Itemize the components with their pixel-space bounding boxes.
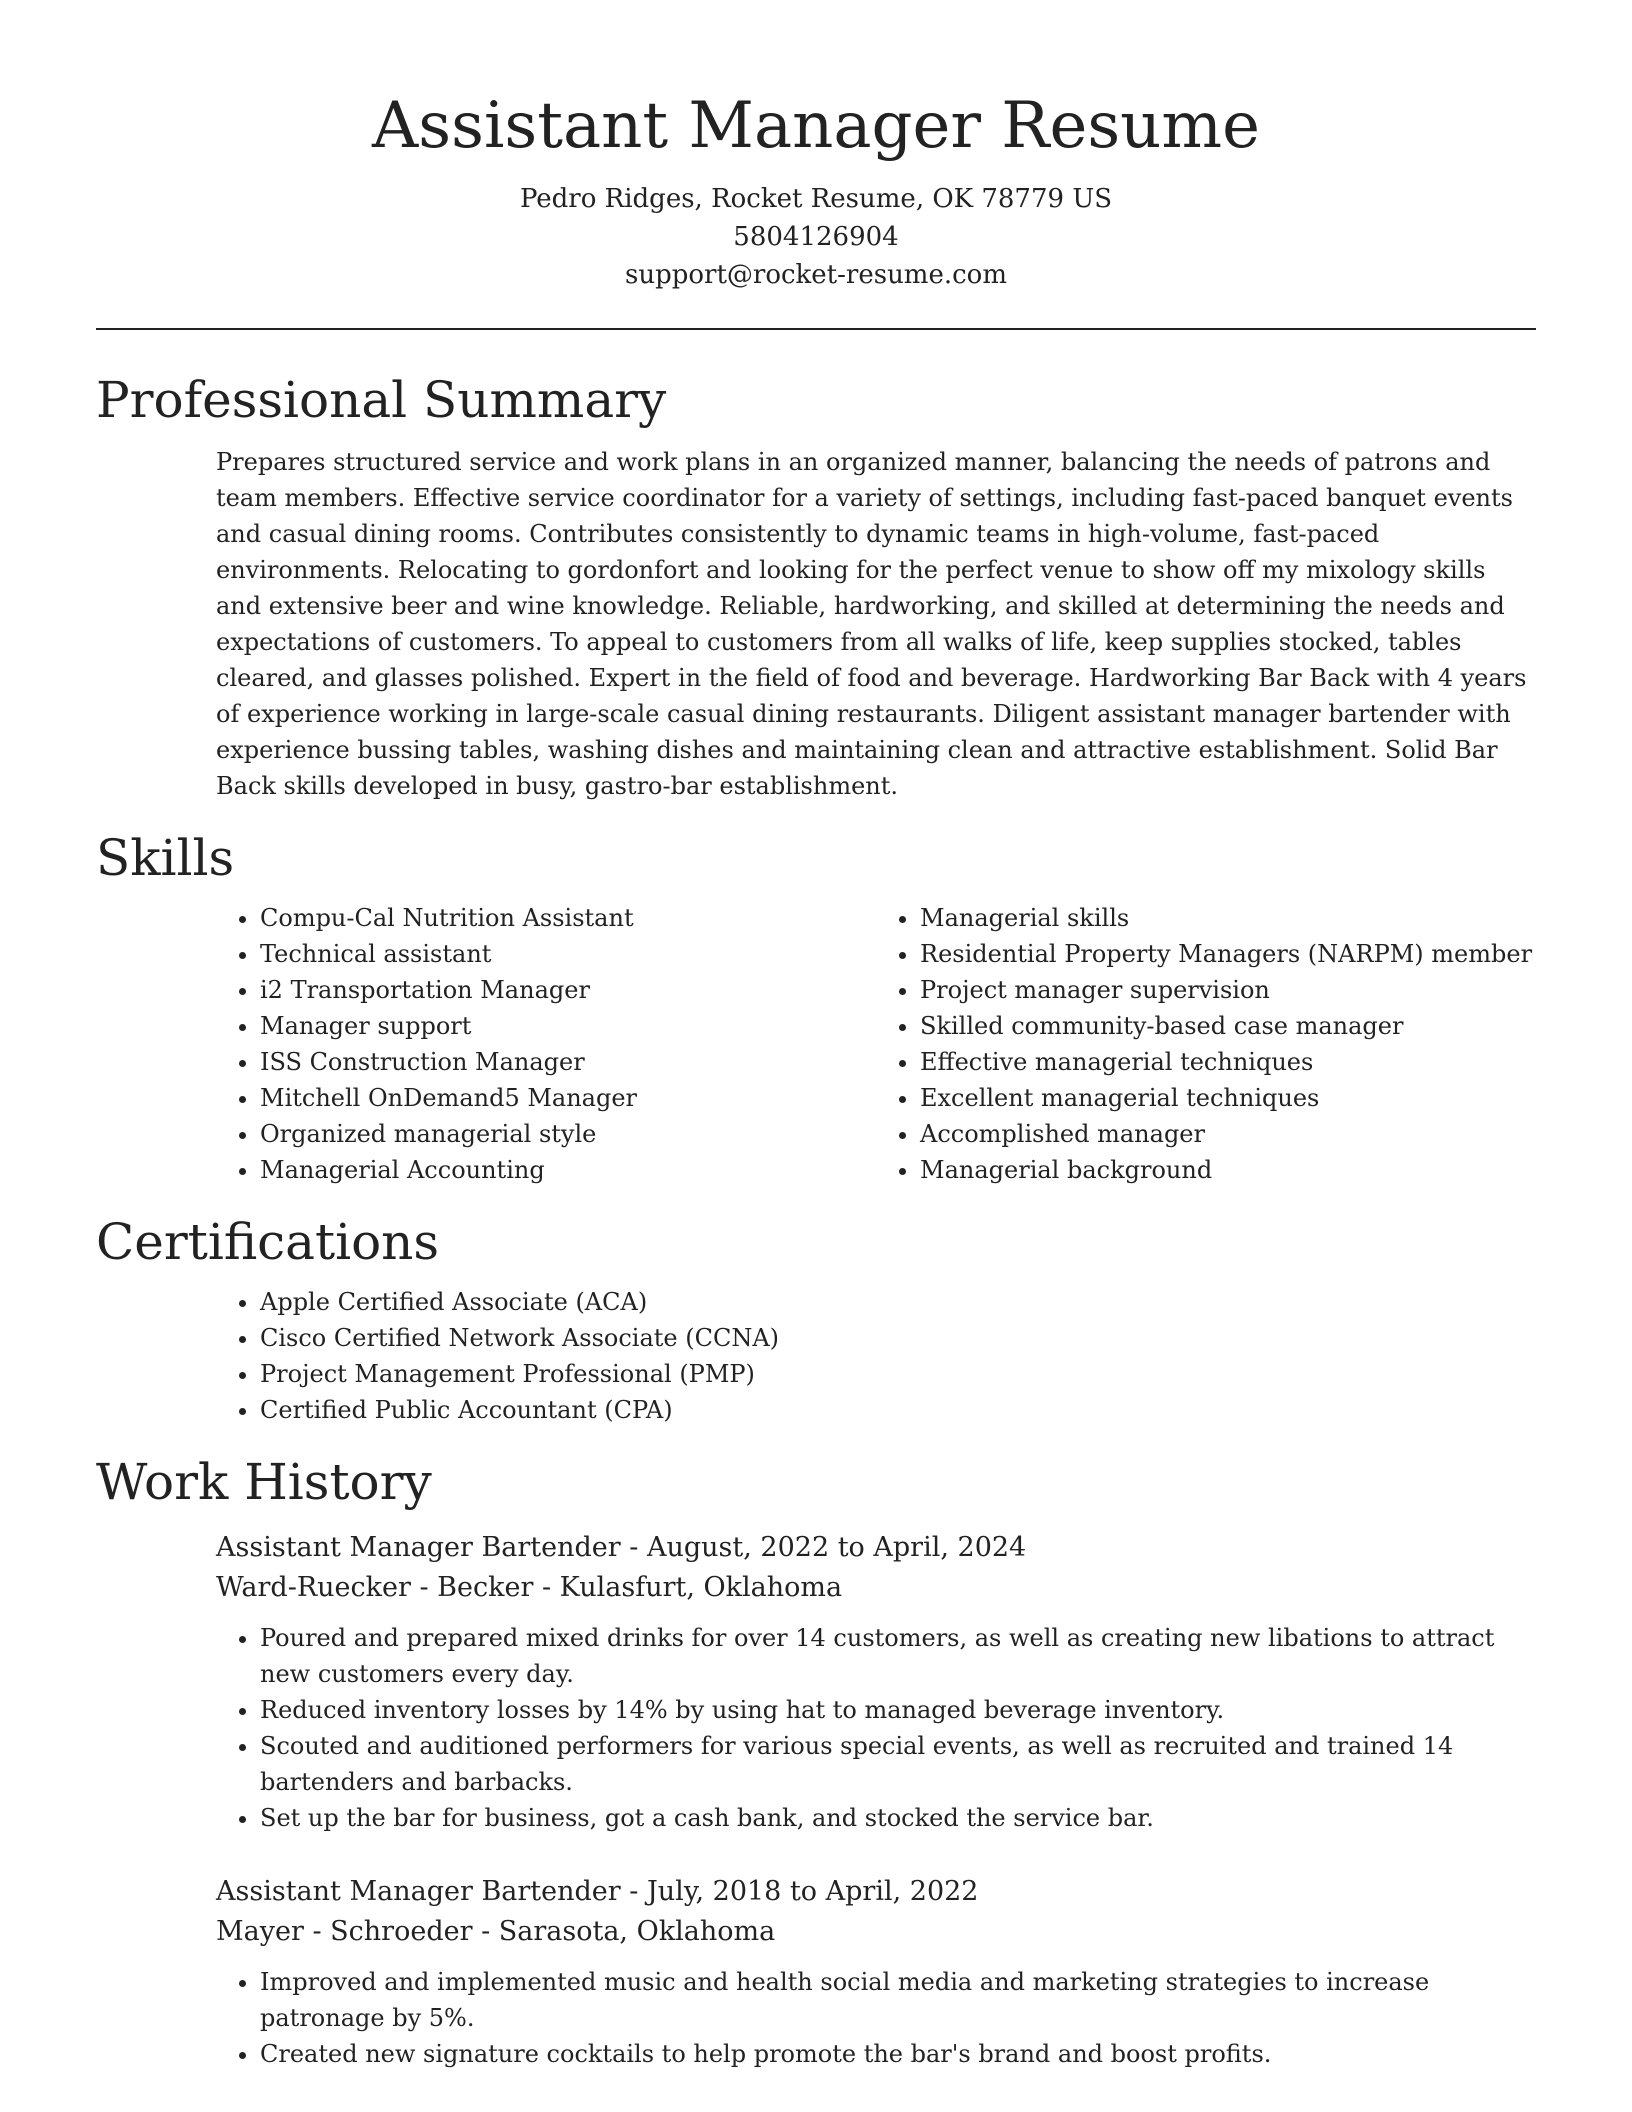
job-bullets bbox=[216, 1964, 1536, 2072]
job-entry bbox=[216, 1528, 1536, 1836]
skills-grid bbox=[216, 890, 1536, 1188]
job-entry bbox=[216, 1872, 1536, 2072]
job-title-line: Assistant Manager Bartender - July, 2018 to April, 2022 bbox=[216, 1876, 979, 1907]
list-item: • Managerial background bbox=[920, 1152, 1536, 1188]
list-item: • Scouted and auditioned performers for various special events, as well as recruited and trained 14 bartenders and barbacks. bbox=[260, 1728, 1536, 1800]
list-item: • Apple Certified Associate (ACA) bbox=[260, 1284, 1536, 1320]
list-item: • Certified Public Accountant (CPA) bbox=[260, 1392, 1536, 1428]
skills-heading: Skills bbox=[96, 829, 235, 887]
list-item: • Cisco Certified Network Associate (CCNA) bbox=[260, 1320, 1536, 1356]
certifications-heading: Certifications bbox=[96, 1213, 440, 1271]
header-divider bbox=[96, 328, 1536, 330]
summary-text: Prepares structured service and work plans in an organized manner, balancing the needs of patrons and team members. Effective service coordinator for a variety of settings, including fast-paced banquet events and casual dining rooms. Contributes consistently to dynamic teams in high-volume, fast-paced environments. Relocating to gordonfort and looking for the perfect venue to show off my mixology skills and extensive beer and wine knowledge. Reliable, hardworking, and skilled at determining the needs and expectations of customers. To appeal to customers from all walks of life, keep supplies stocked, tables cleared, and glasses polished. Expert in the field of food and beverage. Hardworking Bar Back with 4 years of experience working in large-scale casual dining restaurants. Diligent assistant manager bartender with experience bussing tables, washing dishes and maintaining clean and attractive establishment. Solid Bar Back skills developed in busy, gastro-bar establishment. bbox=[216, 448, 1527, 800]
resume-page bbox=[96, 0, 1536, 2072]
list-item: • Reduced inventory losses by 14% by using hat to managed beverage inventory. bbox=[260, 1692, 1536, 1728]
list-item: • Technical assistant bbox=[260, 936, 876, 972]
list-item: • Excellent managerial techniques bbox=[920, 1080, 1536, 1116]
list-item: • Managerial Accounting bbox=[260, 1152, 876, 1188]
list-item: • Accomplished manager bbox=[920, 1116, 1536, 1152]
contact-email: support@rocket-resume.com bbox=[624, 260, 1007, 290]
list-item: • Organized managerial style bbox=[260, 1116, 876, 1152]
list-item: • Project manager supervision bbox=[920, 972, 1536, 1008]
list-item: • Skilled community-based case manager bbox=[920, 1008, 1536, 1044]
certifications-list bbox=[216, 1284, 1536, 1428]
job-bullets bbox=[216, 1620, 1536, 1836]
work-history-heading: Work History bbox=[96, 1453, 432, 1511]
list-item: • Created new signature cocktails to help promote the bar's brand and boost profits. bbox=[260, 2036, 1536, 2072]
skills-list-right bbox=[876, 900, 1536, 1188]
summary-heading: Professional Summary bbox=[96, 371, 667, 429]
list-item: • Manager support bbox=[260, 1008, 876, 1044]
list-item: • ISS Construction Manager bbox=[260, 1044, 876, 1080]
job-title-line: Assistant Manager Bartender - August, 2022 to April, 2024 bbox=[216, 1532, 1027, 1563]
list-item: • Project Management Professional (PMP) bbox=[260, 1356, 1536, 1392]
list-item: • Poured and prepared mixed drinks for over 14 customers, as well as creating new libations to attract new customers every day. bbox=[260, 1620, 1536, 1692]
job-company-line: Ward-Ruecker - Becker - Kulasfurt, Oklahoma bbox=[216, 1572, 843, 1603]
list-item: • Mitchell OnDemand5 Manager bbox=[260, 1080, 876, 1116]
list-item: • Residential Property Managers (NARPM) member bbox=[920, 936, 1536, 972]
contact-block bbox=[96, 180, 1536, 294]
list-item: • Set up the bar for business, got a cash bank, and stocked the service bar. bbox=[260, 1800, 1536, 1836]
list-item: • Effective managerial techniques bbox=[920, 1044, 1536, 1080]
list-item: • Compu-Cal Nutrition Assistant bbox=[260, 900, 876, 936]
list-item: • i2 Transportation Manager bbox=[260, 972, 876, 1008]
skills-list-left bbox=[216, 900, 876, 1188]
list-item: • Improved and implemented music and health social media and marketing strategies to increase patronage by 5%. bbox=[260, 1964, 1536, 2036]
job-company-line: Mayer - Schroeder - Sarasota, Oklahoma bbox=[216, 1916, 776, 1947]
resume-title: Assistant Manager Resume bbox=[372, 89, 1260, 163]
list-item: • Managerial skills bbox=[920, 900, 1536, 936]
contact-phone: 5804126904 bbox=[733, 222, 899, 252]
contact-address: Pedro Ridges, Rocket Resume, OK 78779 US bbox=[519, 184, 1113, 214]
